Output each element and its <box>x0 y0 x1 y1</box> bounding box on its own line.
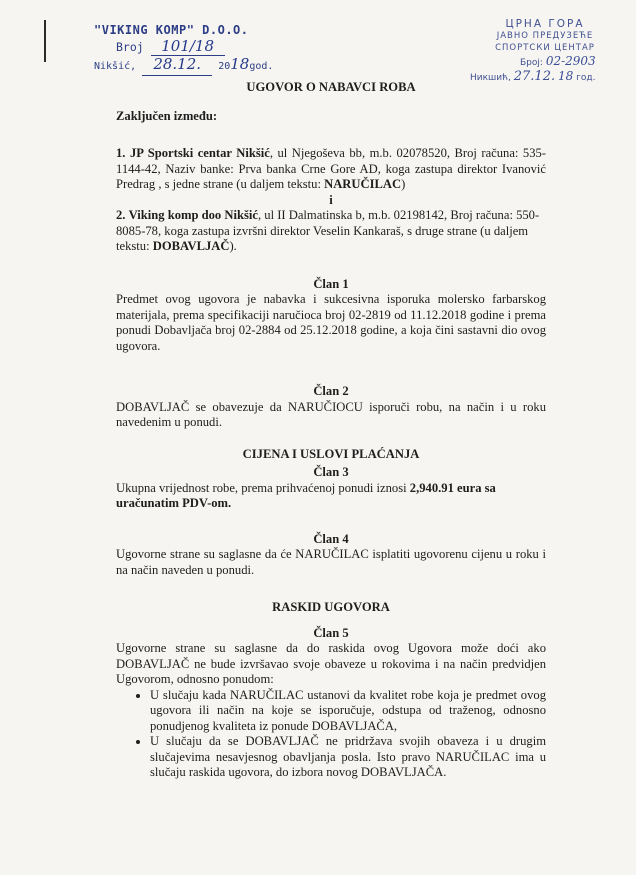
receipt-stamp <box>470 18 620 84</box>
receipt-stamp-line1: ЦРНА ГОРА <box>505 18 585 30</box>
contract-body <box>116 78 546 781</box>
section-price-heading: CIJENA I USLOVI PLAĆANJA <box>242 446 420 461</box>
party-2-details: , ul II Dalmatinska b, m.b. 02198142, Broj računa: 550-8085-78, koga zastupa izvršni direktor Veselin Kankaraš, s druge strane (u daljem tekstu: <box>116 208 540 253</box>
article-3-text-before: Ukupna vrijednost robe, prema prihvaćenoj ponudi iznosi <box>116 480 410 495</box>
receipt-stamp-line3: СПОРТСКИ ЦЕНТАР <box>495 43 595 53</box>
list-item: • U slučaju da se DOBAVLJAČ ne pridržava svojih obaveza i u drugim slučajevima nesavjesnog obavljanja posla. Isto pravo NARUČILAC ima u slučaju raskida ugovora, do izbora novog DOBAVLJAČA. <box>150 734 546 781</box>
stamp-broj-value: 101/18 <box>161 37 215 55</box>
stamp-year-prefix: 20 <box>218 61 231 72</box>
company-registration-stamp <box>94 22 273 76</box>
receipt-stamp-broj-value: 02-2903 <box>545 54 596 68</box>
party-1-name: JP Sportski centar Nikšić <box>129 146 270 160</box>
receipt-stamp-broj-label: Број: <box>520 58 543 68</box>
receipt-stamp-year-value: 18 <box>557 69 574 83</box>
party-1-end: ) <box>401 177 406 191</box>
stamp-place-label: Nikšić, <box>94 61 137 72</box>
stamp-broj-label: Broj <box>116 40 144 54</box>
party-2-role: DOBAVLJAČ <box>152 239 230 253</box>
article-2-heading: Član 2 <box>313 384 349 398</box>
article-4-heading: Član 4 <box>313 531 349 546</box>
receipt-stamp-place-label: Никшић, <box>470 73 511 83</box>
stamp-year-value: 18 <box>230 55 250 73</box>
article-5-heading: Član 5 <box>313 625 349 640</box>
party-1-paragraph <box>116 146 546 193</box>
article-4-text: Ugovorne strane su saglasne da će NARUČILAC isplatiti ugovorenu cijenu u roku i na način naveden u ponudi. <box>116 547 546 577</box>
concluded-between-label: Zaključen između: <box>116 108 218 123</box>
stamp-company-name: "VIKING KOMP" D.O.O. <box>94 23 249 37</box>
article-3-amount: 2,940.91 eura sa uračunatim PDV-om. <box>116 480 496 510</box>
party-2-paragraph <box>116 208 546 255</box>
article-3-text <box>116 481 546 512</box>
receipt-stamp-line2: ЈАВНО ПРЕДУЗЕЋЕ <box>496 31 594 41</box>
receipt-stamp-date-value: 27.12. <box>513 69 556 84</box>
article-1-heading: Član 1 <box>313 276 349 291</box>
list-item: • U slučaju kada NARUČILAC ustanovi da kvalitet robe koja je predmet ovog ugovora ili način na koje se isporučuje, odstupa od traženog, odnosno ponudjenog kvaliteta iz ponude DOBAVLJAČA, <box>150 688 546 735</box>
party-1-role: NARUČILAC <box>324 177 402 191</box>
party-2-name: Viking komp doo Nikšić <box>128 208 258 222</box>
party-1-details: , ul Njegoševa bb, m.b. 02078520, Broj računa: 535-1144-42, Naziv banke: Prva banka Crne Gore AD, koga zastupa direktor Ivanović Predrag , s jedne strane (u daljem tekstu: <box>116 146 546 191</box>
party-2-end: ). <box>229 239 237 253</box>
margin-mark <box>44 20 46 62</box>
stamp-date-value: 28.12. <box>153 55 202 73</box>
party-1-number: 1. <box>116 146 126 160</box>
article-2-text: DOBAVLJAČ se obavezuje da NARUČIOCU isporuči robu, na način i u roku navedenim u ponudi. <box>116 399 546 429</box>
article-3-heading: Član 3 <box>313 465 349 479</box>
party-connector: i <box>329 192 333 207</box>
article-5-intro: Ugovorne strane su saglasne da do raskida ovog Ugovora može doći ako DOBAVLJAČ ne bude izvršavao svoje obaveze u rokovima i na način predvidjen Ugovorom, odnosno ponudom: <box>116 641 546 686</box>
receipt-stamp-year-suffix: год. <box>576 73 596 83</box>
stamp-year-suffix: god. <box>249 61 274 72</box>
article-1-text: Predmet ovog ugovora je nabavka i sukcesivna isporuka molersko farbarskog materijala, prema specifikaciji naručioca broj 02-2819 od 11.12.2018 godine i prema ponudi Dobavljača broj 02-2884 od 25.12.2018 godine, a koja čini sastavni dio ovog ugovora. <box>116 292 546 353</box>
party-2-number: 2. <box>116 208 126 222</box>
article-5-list <box>116 688 546 781</box>
document-title: UGOVOR O NABAVCI ROBA <box>246 80 416 94</box>
section-termination-heading: RASKID UGOVORA <box>272 600 390 614</box>
